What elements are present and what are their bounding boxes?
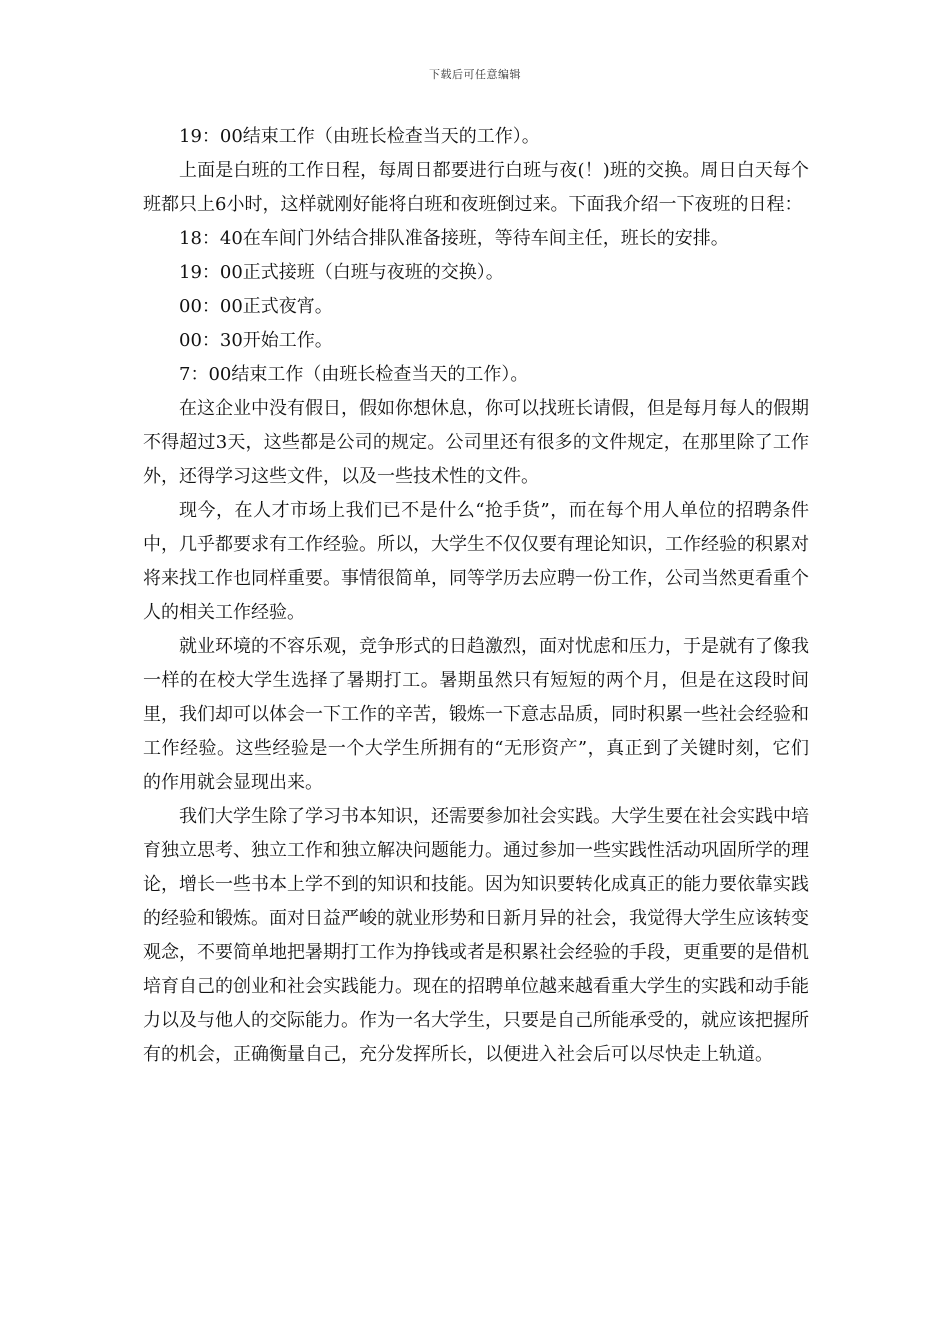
paragraph-day-shift-end: 19：00结束工作（由班长检查当天的工作）。 <box>179 126 540 147</box>
paragraph-night-1840: 18：40在车间门外结合排队准备接班，等待车间主任，班长的安排。 <box>179 228 729 249</box>
paragraph-social-practice: 我们大学生除了学习书本知识，还需要参加社会实践。大学生要在社会实践中培育独立思考、独立工作和独立解决问题能力。通过参加一些实践性活动巩固所学的理论，增长一些书本上学不到的知识和技能。因为知识要转化成真正的能力要依靠实践的经验和锻炼。面对日益严峻的就业形势和日新月异的社会，我觉得大学生应该转变观念，不要简单地把暑期打工作为挣钱或者是积累社会经验的手段，更重要的是借机培育自己的创业和社会实践能力。现在的招聘单位越来越看重大学生的实践和动手能力以及与他人的交际能力。作为一名大学生，只要是自己所能承受的，就应该把握所有的机会，正确衡量自己，充分发挥所长，以便进入社会后可以尽快走上轨道。 <box>143 806 809 1065</box>
document-body <box>143 120 809 1072</box>
paragraph-shift-exchange: 上面是白班的工作日程，每周日都要进行白班与夜(！)班的交换。周日白天每个班都只上6小时，这样就刚好能将白班和夜班倒过来。下面我介绍一下夜班的日程： <box>143 160 809 215</box>
paragraph-night-0030: 00：30开始工作。 <box>179 330 333 351</box>
page-header: 下载后可任意编辑 <box>429 68 521 81</box>
paragraph-no-holidays: 在这企业中没有假日，假如你想休息，你可以找班长请假，但是每月每人的假期不得超过3天，这些都是公司的规定。公司里还有很多的文件规定，在那里除了工作外，还得学习这些文件，以及一些技术性的文件。 <box>143 398 809 487</box>
paragraph-employment-environment: 就业环境的不容乐观，竞争形式的日趋激烈，面对忧虑和压力，于是就有了像我一样的在校大学生选择了暑期打工。暑期虽然只有短短的两个月，但是在这段时间里，我们却可以体会一下工作的辛苦，锻炼一下意志品质，同时积累一些社会经验和工作经验。这些经验是一个大学生所拥有的“无形资产”，真正到了关键时刻，它们的作用就会显现出来。 <box>143 636 809 793</box>
paragraph-night-0700: 7：00结束工作（由班长检查当天的工作）。 <box>179 364 529 385</box>
paragraph-work-experience: 现今，在人才市场上我们已不是什么“抢手货”，而在每个用人单位的招聘条件中，几乎都要求有工作经验。所以，大学生不仅仅要有理论知识，工作经验的积累对将来找工作也同样重要。事情很简单，同等学历去应聘一份工作，公司当然更看重个人的相关工作经验。 <box>143 500 809 623</box>
paragraph-night-0000: 00：00正式夜宵。 <box>179 296 333 317</box>
paragraph-night-1900: 19：00正式接班（白班与夜班的交换）。 <box>179 262 504 283</box>
